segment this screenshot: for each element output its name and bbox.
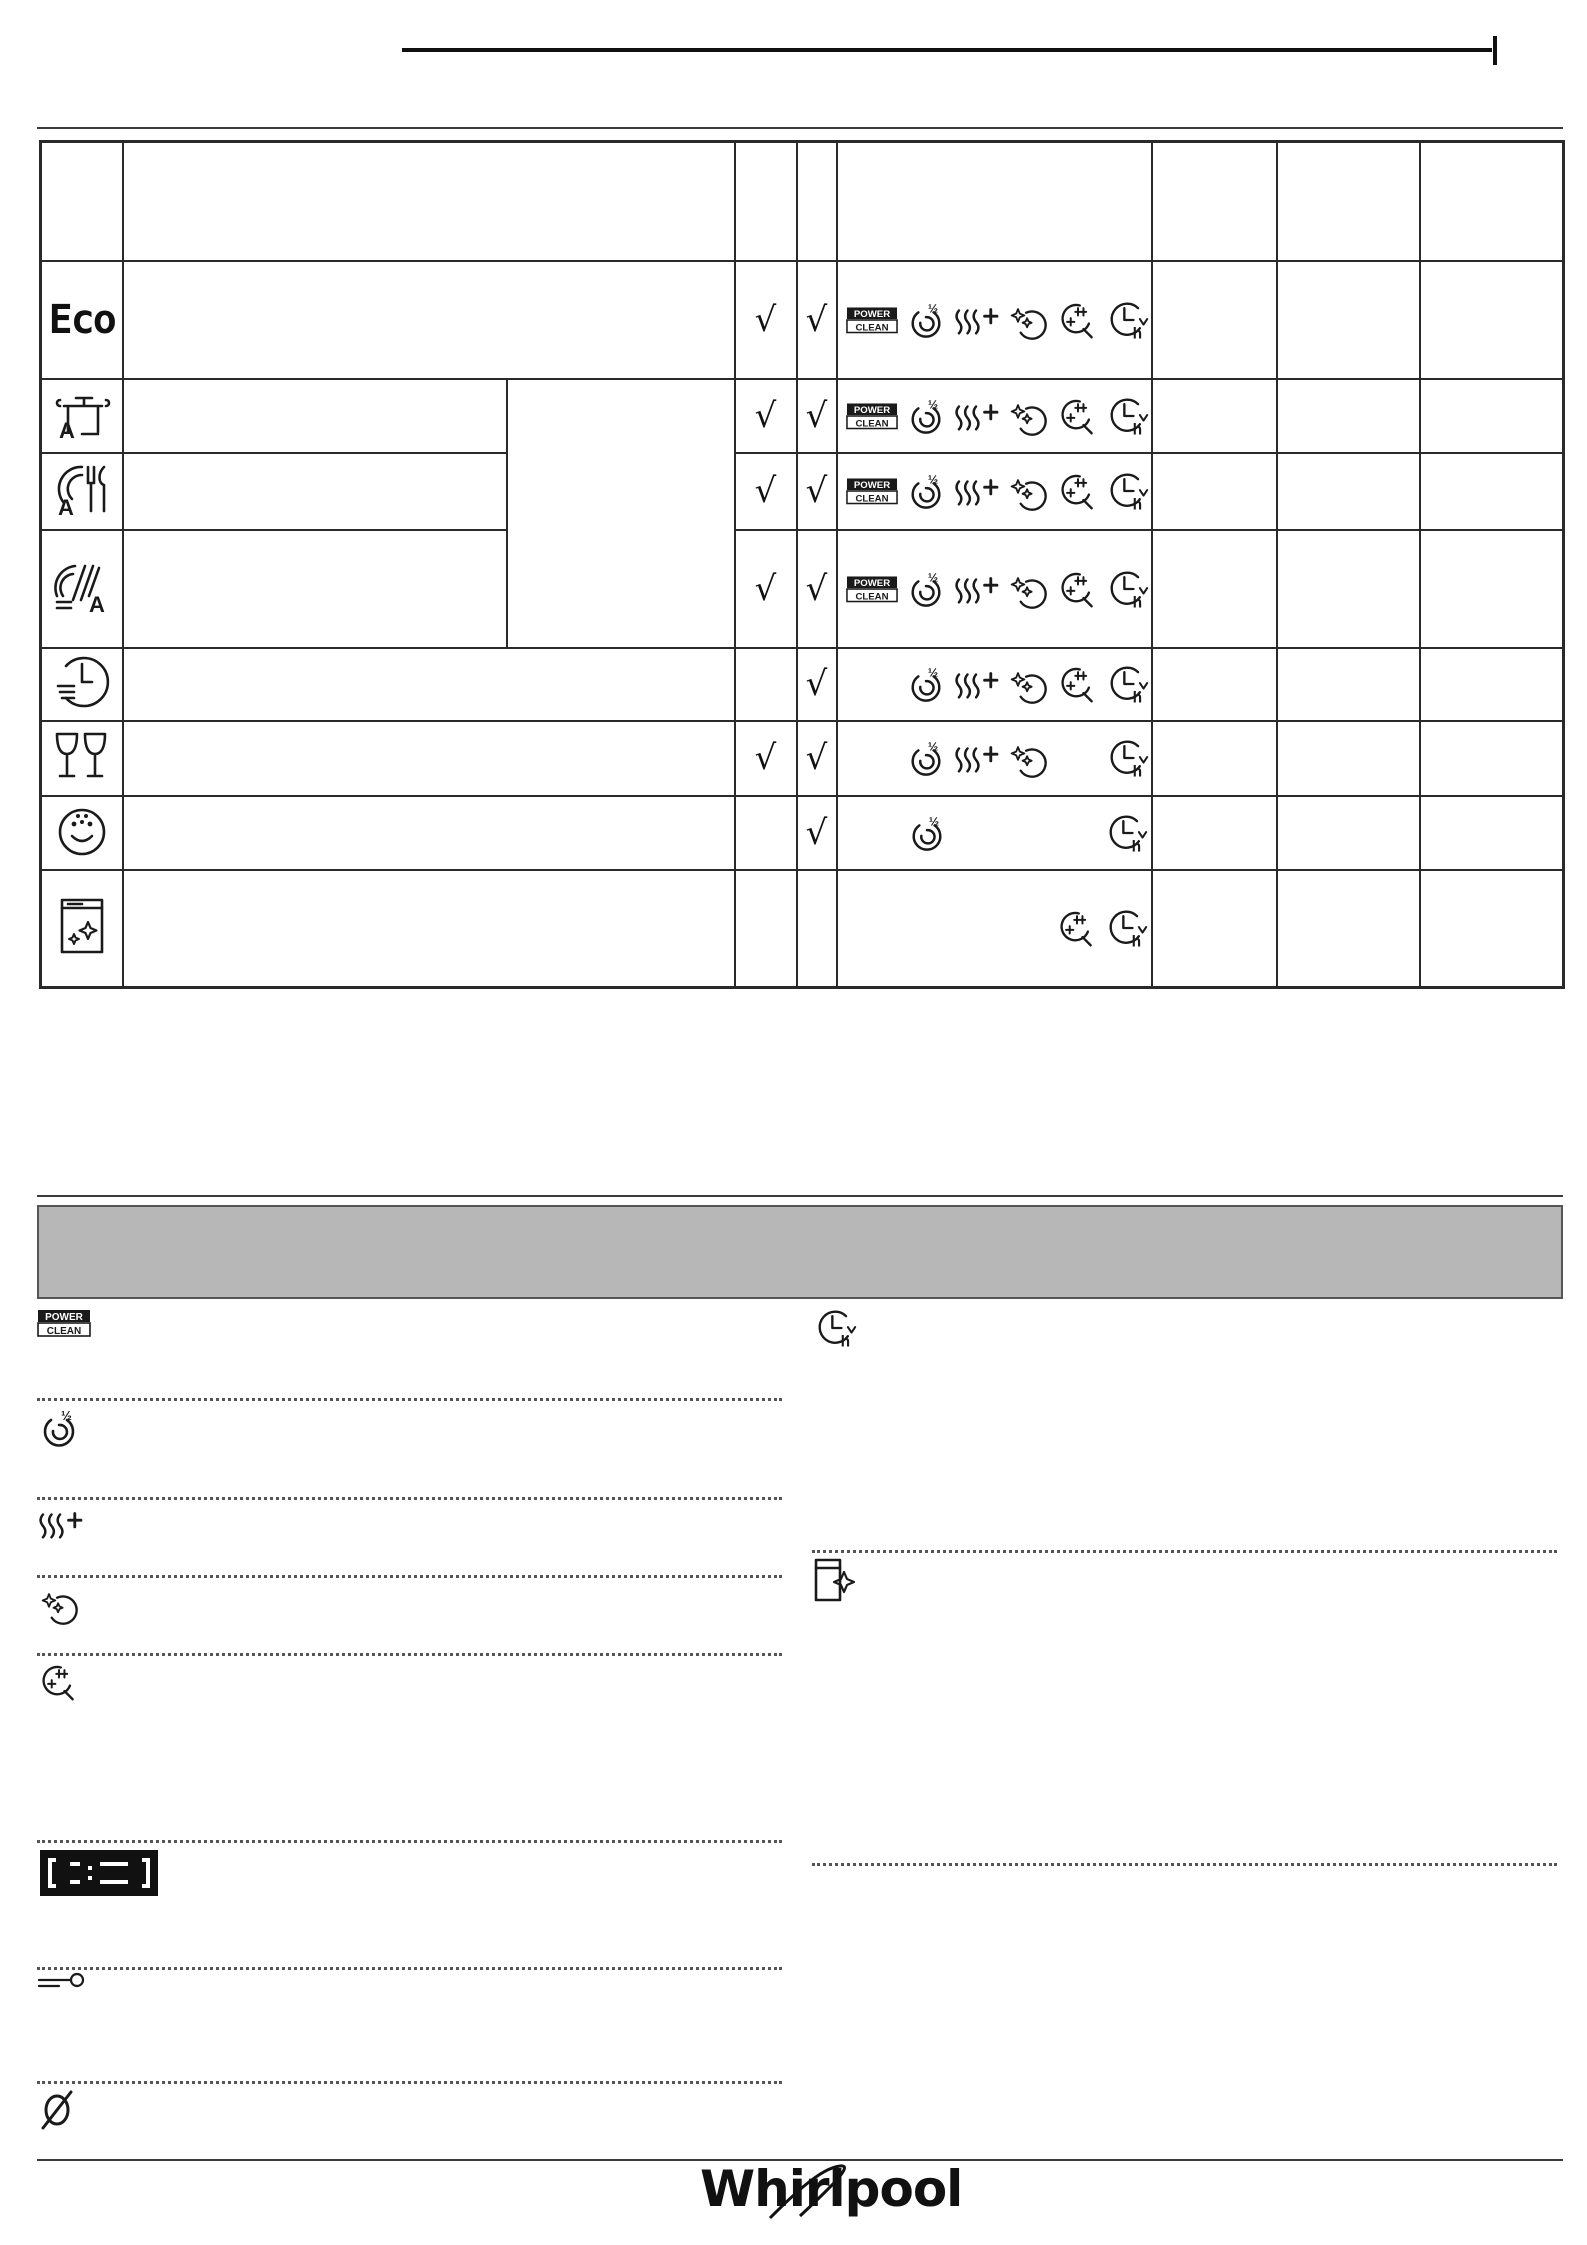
description-cell: [123, 796, 735, 870]
legend-divider: [37, 1497, 782, 1500]
row-icon-cell: [41, 379, 123, 453]
half-load-icon: [907, 395, 945, 437]
section-rule-top: [37, 127, 1563, 129]
row-icon-cell: [41, 453, 123, 530]
options-cell: [837, 648, 1152, 721]
power-clean-icon: [37, 1309, 91, 1337]
multizone-icon: [1058, 300, 1098, 340]
check-cell: [797, 453, 837, 530]
extra-dry-icon: [37, 1505, 85, 1543]
description-cell: [123, 648, 735, 721]
data-cell: [1152, 530, 1277, 648]
data-cell: [1420, 261, 1564, 379]
multizone-icon: [39, 1662, 79, 1702]
power-clean-icon: [846, 575, 898, 603]
brand-logo-text: Whirlpool: [700, 2160, 963, 2218]
check-cell: [797, 870, 837, 988]
half-load-icon: [907, 737, 945, 779]
data-cell: [1277, 648, 1420, 721]
table-row: [41, 379, 1564, 453]
check-mark: √: [754, 471, 777, 511]
row-icon-cell: [41, 261, 123, 379]
data-cell: [1420, 796, 1564, 870]
options-cell: [837, 530, 1152, 648]
legend-divider: [37, 1840, 782, 1843]
data-cell: [1152, 379, 1277, 453]
legend-divider: [37, 2081, 782, 2084]
header-rule: [402, 48, 1492, 52]
auto-glass-icon: [51, 556, 113, 616]
data-cell: [1152, 453, 1277, 530]
check-cell: [797, 721, 837, 796]
data-cell: [1420, 721, 1564, 796]
table-row: [41, 721, 1564, 796]
sanitize-icon: [39, 1585, 79, 1625]
multizone-icon: [1057, 908, 1097, 948]
legend-divider: [37, 1967, 782, 1970]
check-cell: [735, 453, 797, 530]
data-cell: [1277, 870, 1420, 988]
extra-dry-icon: [953, 472, 1001, 510]
header-cell: [797, 142, 837, 261]
header-cell: [1420, 142, 1564, 261]
delay-start-icon: [1107, 663, 1149, 705]
delay-start-icon: [1106, 907, 1148, 949]
svg-text:A: A: [57, 494, 74, 520]
delay-start-icon: [1107, 299, 1149, 341]
header-cell: [1277, 142, 1420, 261]
half-load-icon: [907, 568, 945, 610]
extra-dry-icon: [953, 665, 1001, 703]
sanitize-icon: [1008, 300, 1048, 340]
legend-divider: [37, 1653, 782, 1656]
data-cell: [1152, 796, 1277, 870]
rinse-aid-off-icon: [37, 2088, 77, 2132]
half-load-icon: [907, 663, 945, 705]
sanitize-icon: [1008, 664, 1048, 704]
description-cell: [123, 261, 735, 379]
options-cell: [837, 721, 1152, 796]
options-header-bar: [37, 1205, 1563, 1299]
check-cell: [735, 796, 797, 870]
options-cell: [837, 796, 1152, 870]
delay-start-icon: [1107, 395, 1149, 437]
check-mark: √: [805, 812, 828, 853]
machine-care-icon: [812, 1557, 858, 1603]
header-cell: [41, 142, 123, 261]
check-cell: [797, 648, 837, 721]
delay-start-icon: [1107, 737, 1149, 779]
half-load-icon: [907, 470, 945, 512]
row-icon-cell: [41, 530, 123, 648]
check-mark: √: [805, 395, 828, 436]
legend-divider: [37, 1398, 782, 1401]
table-row: [41, 870, 1564, 988]
check-cell: [735, 648, 797, 721]
auto-plate-cutlery-icon: [52, 459, 112, 519]
sanitize-icon: [1008, 396, 1048, 436]
half-load-icon: [39, 1406, 79, 1450]
machine-care-icon: [52, 894, 112, 958]
check-mark: √: [805, 299, 828, 340]
half-load-icon: [907, 299, 945, 341]
delay-start-icon: [1107, 568, 1149, 610]
row-icon-cell: [41, 721, 123, 796]
description-cell: [123, 379, 507, 453]
check-mark: √: [805, 471, 828, 511]
data-cell: [1420, 453, 1564, 530]
data-cell: [1277, 261, 1420, 379]
multizone-icon: [1058, 664, 1098, 704]
check-cell: [735, 530, 797, 648]
header-cell: [837, 142, 1152, 261]
multizone-icon: [1058, 471, 1098, 511]
delay-start-icon: [1107, 470, 1149, 512]
description-cell: [123, 453, 507, 530]
programme-table: [39, 140, 1565, 989]
wine-glasses-icon: [51, 728, 113, 784]
extra-dry-icon: [953, 739, 1001, 777]
section-rule-options: [37, 1195, 1563, 1197]
power-clean-icon: [846, 306, 898, 334]
sanitize-icon: [1008, 471, 1048, 511]
options-cell: [837, 379, 1152, 453]
svg-text:A: A: [88, 592, 105, 617]
options-cell: [837, 453, 1152, 530]
check-cell: [735, 261, 797, 379]
power-clean-icon: [846, 477, 898, 505]
data-cell: [1277, 530, 1420, 648]
check-mark: √: [754, 738, 777, 778]
options-cell: [837, 261, 1152, 379]
half-load-icon: [908, 812, 946, 854]
header-cell: [1152, 142, 1277, 261]
delay-start-icon: [815, 1307, 857, 1349]
description-cell: [123, 870, 735, 988]
options-cell: [837, 870, 1152, 988]
extra-dry-icon: [953, 301, 1001, 339]
data-cell: [1420, 530, 1564, 648]
data-cell: [1420, 870, 1564, 988]
key-lock-icon: [37, 1968, 87, 1992]
rinse-smiley-icon: [52, 800, 112, 860]
power-clean-icon: [846, 402, 898, 430]
data-cell: [1277, 721, 1420, 796]
check-mark: √: [805, 568, 828, 609]
check-cell: [735, 721, 797, 796]
sanitize-icon: [1008, 738, 1048, 778]
check-mark: √: [754, 395, 777, 436]
check-cell: [797, 379, 837, 453]
header-rule-tick: [1493, 36, 1497, 65]
header-cell: [735, 142, 797, 261]
extra-dry-icon: [953, 570, 1001, 608]
sanitize-icon: [1008, 569, 1048, 609]
data-cell: [1152, 648, 1277, 721]
legend-divider: [812, 1863, 1557, 1866]
row-icon-cell: [41, 796, 123, 870]
display-segment-icon: [40, 1850, 158, 1896]
table-row: [41, 648, 1564, 721]
check-cell: [735, 870, 797, 988]
multizone-icon: [1058, 569, 1098, 609]
brand-swoosh: [760, 2158, 870, 2228]
check-mark: √: [805, 664, 828, 704]
delay-start-icon: [1106, 812, 1148, 854]
data-cell: [1420, 648, 1564, 721]
description-cell: [123, 721, 735, 796]
check-mark: √: [754, 568, 777, 609]
eco-label-icon: Eco: [48, 296, 115, 343]
check-cell: [797, 261, 837, 379]
legend-divider: [37, 1575, 782, 1578]
table-row: [41, 530, 1564, 648]
row-icon-cell: [41, 870, 123, 988]
data-cell: [1152, 261, 1277, 379]
multizone-icon: [1058, 396, 1098, 436]
header-cell: [123, 142, 735, 261]
data-cell: [1277, 379, 1420, 453]
table-row: [41, 261, 1564, 379]
check-cell: [797, 796, 837, 870]
check-mark: √: [754, 299, 777, 340]
data-cell: [1152, 870, 1277, 988]
auto-pot-icon: [52, 384, 112, 442]
description-group-cell: [507, 379, 735, 648]
table-row: [41, 796, 1564, 870]
svg-text:A: A: [58, 418, 75, 443]
description-cell: [123, 530, 507, 648]
check-cell: [735, 379, 797, 453]
data-cell: [1277, 796, 1420, 870]
row-icon-cell: [41, 648, 123, 721]
check-mark: √: [805, 738, 828, 778]
data-cell: [1420, 379, 1564, 453]
legend-divider: [812, 1550, 1557, 1553]
table-header-row: [41, 142, 1564, 261]
fast-wash-clock-icon: [52, 652, 112, 712]
data-cell: [1277, 453, 1420, 530]
data-cell: [1152, 721, 1277, 796]
check-cell: [797, 530, 837, 648]
extra-dry-icon: [953, 397, 1001, 435]
table-row: [41, 453, 1564, 530]
